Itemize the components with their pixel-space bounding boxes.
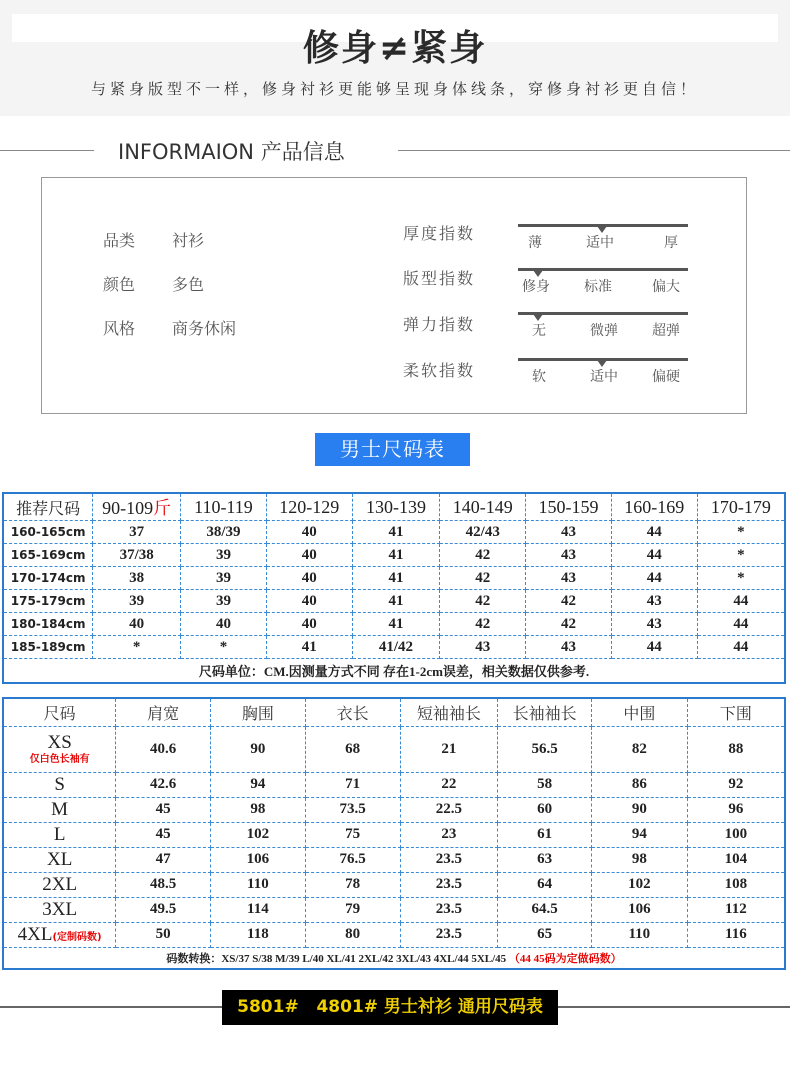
size-label-cell: XL — [3, 847, 116, 872]
size-note: (定制码数) — [52, 931, 102, 943]
attr-key-style: 风格 — [103, 319, 136, 338]
info-section-header — [0, 136, 790, 166]
weight-header: 130-139 — [352, 493, 440, 521]
measure-cell: 65 — [498, 922, 592, 947]
attr-key-category: 品类 — [103, 231, 136, 250]
size-cell: 44 — [611, 567, 697, 590]
size-cell: 43 — [611, 590, 697, 613]
measure-cell: 45 — [116, 797, 211, 822]
table-row — [3, 847, 785, 872]
measure-cell: 63 — [498, 847, 592, 872]
column-header: 衣长 — [305, 698, 400, 726]
size-cell: 37/38 — [93, 544, 181, 567]
measure-cell: 102 — [211, 822, 306, 847]
measure-cell: 112 — [687, 897, 785, 922]
size-cell: 40 — [266, 613, 352, 636]
table-row — [3, 897, 785, 922]
measure-cell: 80 — [305, 922, 400, 947]
attr-value-style: 商务休闲 — [172, 319, 237, 338]
measure-cell: 23 — [400, 822, 498, 847]
measure-cell: 61 — [498, 822, 592, 847]
table-row — [3, 567, 785, 590]
measure-cell: 21 — [400, 726, 498, 772]
size-chart-badge: 男士尺码表 — [315, 433, 470, 466]
measure-cell: 90 — [591, 797, 687, 822]
attr-key-color: 颜色 — [103, 275, 136, 294]
size-cell: 42 — [526, 590, 612, 613]
divider-right — [398, 150, 790, 151]
scale-option: 软 — [532, 369, 546, 385]
size-cell: 40 — [266, 521, 352, 544]
measure-cell: 102 — [591, 872, 687, 897]
index-label-softness: 柔软指数 — [403, 361, 476, 380]
size-cell: 43 — [526, 567, 612, 590]
height-cell: 165-169cm — [3, 544, 93, 567]
table-row — [3, 922, 785, 947]
measure-cell: 64 — [498, 872, 592, 897]
measure-cell: 82 — [591, 726, 687, 772]
height-cell: 185-189cm — [3, 636, 93, 659]
table-header-row — [3, 493, 785, 521]
size-cell: 38 — [93, 567, 181, 590]
weight-header: 170-179 — [697, 493, 785, 521]
measure-cell: 114 — [211, 897, 306, 922]
weight-header: 110-119 — [181, 493, 267, 521]
size-cell: 37 — [93, 521, 181, 544]
measure-cell: 42.6 — [116, 772, 211, 797]
size-unit-note: 尺码单位：CM.因测量方式不同 存在1-2cm误差，相关数据仅供参考. — [3, 659, 785, 683]
attr-value-color: 多色 — [172, 275, 205, 294]
column-header: 长袖袖长 — [498, 698, 592, 726]
measure-cell: 47 — [116, 847, 211, 872]
size-cell: 42 — [440, 613, 526, 636]
size-cell: 41 — [352, 590, 440, 613]
weight-header: 160-169 — [611, 493, 697, 521]
conversion-row — [3, 947, 785, 969]
measure-cell: 56.5 — [498, 726, 592, 772]
measure-cell: 48.5 — [116, 872, 211, 897]
size-cell: 39 — [181, 590, 267, 613]
size-cell: 42 — [440, 590, 526, 613]
measure-cell: 22.5 — [400, 797, 498, 822]
measure-cell: 108 — [687, 872, 785, 897]
measure-cell: 73.5 — [305, 797, 400, 822]
measure-cell: 50 — [116, 922, 211, 947]
measure-cell: 40.6 — [116, 726, 211, 772]
size-cell: * — [93, 636, 181, 659]
table-row — [3, 590, 785, 613]
measure-cell: 76.5 — [305, 847, 400, 872]
table-row — [3, 726, 785, 772]
size-cell: 41 — [266, 636, 352, 659]
measure-cell: 94 — [211, 772, 306, 797]
size-cell: 40 — [93, 613, 181, 636]
size-cell: 40 — [266, 567, 352, 590]
size-cell: 41 — [352, 613, 440, 636]
column-header: 尺码 — [3, 698, 116, 726]
table-row — [3, 872, 785, 897]
measure-cell: 49.5 — [116, 897, 211, 922]
size-cell: 42 — [526, 613, 612, 636]
measure-cell: 23.5 — [400, 847, 498, 872]
measure-cell: 23.5 — [400, 897, 498, 922]
height-cell: 175-179cm — [3, 590, 93, 613]
measure-cell: 106 — [591, 897, 687, 922]
size-label-cell: 3XL — [3, 897, 116, 922]
index-label-fit: 版型指数 — [403, 269, 476, 288]
table-row — [3, 521, 785, 544]
size-cell: 44 — [611, 544, 697, 567]
scale-option: 适中 — [586, 235, 614, 251]
size-cell: 41/42 — [352, 636, 440, 659]
hero-subtitle: 与紧身版型不一样，修身衬衫更能够呈现身体线条，穿修身衬衫更自信！ — [90, 80, 699, 98]
size-cell: * — [697, 567, 785, 590]
height-cell: 180-184cm — [3, 613, 93, 636]
size-cell: * — [697, 521, 785, 544]
measure-cell: 100 — [687, 822, 785, 847]
scale-option: 无 — [532, 323, 546, 339]
size-cell: 39 — [181, 567, 267, 590]
table-row — [3, 822, 785, 847]
table-row — [3, 797, 785, 822]
column-header: 胸围 — [211, 698, 306, 726]
measure-cell: 110 — [591, 922, 687, 947]
measure-cell: 98 — [211, 797, 306, 822]
weight-header: 120-129 — [266, 493, 352, 521]
table-row — [3, 613, 785, 636]
measure-cell: 96 — [687, 797, 785, 822]
size-label-cell: 4XL(定制码数) — [3, 922, 116, 947]
scale-option: 厚 — [664, 235, 678, 251]
hero-banner — [0, 0, 790, 116]
info-section-title: INFORMAION 产品信息 — [118, 140, 345, 164]
height-cell: 160-165cm — [3, 521, 93, 544]
size-cell: 41 — [352, 521, 440, 544]
measure-cell: 68 — [305, 726, 400, 772]
measure-cell: 23.5 — [400, 872, 498, 897]
size-cell: 39 — [181, 544, 267, 567]
size-cell: 43 — [526, 636, 612, 659]
scale-fit — [518, 268, 688, 298]
size-cell: 40 — [266, 590, 352, 613]
recommend-size-table — [2, 492, 786, 684]
size-cell: 38/39 — [181, 521, 267, 544]
column-header: 短袖袖长 — [400, 698, 498, 726]
measure-cell: 60 — [498, 797, 592, 822]
size-cell: 44 — [697, 613, 785, 636]
size-label-cell: L — [3, 822, 116, 847]
index-label-thickness: 厚度指数 — [403, 224, 476, 243]
size-cell: 43 — [526, 521, 612, 544]
measure-cell: 104 — [687, 847, 785, 872]
scale-thickness — [518, 224, 688, 254]
size-cell: 43 — [440, 636, 526, 659]
scale-bar — [518, 268, 688, 271]
scale-option: 修身 — [522, 279, 550, 295]
table-row — [3, 544, 785, 567]
measure-cell: 22 — [400, 772, 498, 797]
size-label-cell: M — [3, 797, 116, 822]
scale-option: 适中 — [590, 369, 618, 385]
measure-cell: 88 — [687, 726, 785, 772]
measure-cell: 118 — [211, 922, 306, 947]
column-header: 中围 — [591, 698, 687, 726]
size-cell: 41 — [352, 567, 440, 590]
measure-cell: 106 — [211, 847, 306, 872]
table-header-row — [3, 698, 785, 726]
measure-cell: 75 — [305, 822, 400, 847]
size-cell: 40 — [181, 613, 267, 636]
attr-value-category: 衬衫 — [172, 231, 205, 250]
size-note: 仅白色长袖有 — [29, 754, 90, 765]
measure-cell: 98 — [591, 847, 687, 872]
corner-header: 推荐尺码 — [3, 493, 93, 521]
size-cell: 40 — [266, 544, 352, 567]
table-row — [3, 636, 785, 659]
size-cell: * — [181, 636, 267, 659]
scale-option: 超弹 — [652, 323, 680, 339]
size-cell: * — [697, 544, 785, 567]
product-info-box — [41, 177, 747, 414]
weight-header: 90-109斤 — [93, 493, 181, 521]
hero-title: 修身≠紧身 — [302, 28, 488, 69]
measure-cell: 64.5 — [498, 897, 592, 922]
measure-cell: 86 — [591, 772, 687, 797]
footer-banner — [0, 990, 790, 1030]
size-label-cell: XS 仅白色长袖有 — [3, 726, 116, 772]
measure-cell: 45 — [116, 822, 211, 847]
scale-softness — [518, 358, 688, 388]
size-cell: 44 — [697, 636, 785, 659]
size-cell: 44 — [611, 636, 697, 659]
measure-cell: 71 — [305, 772, 400, 797]
weight-header: 150-159 — [526, 493, 612, 521]
table-note-row — [3, 659, 785, 683]
measure-cell: 79 — [305, 897, 400, 922]
scale-option: 微弹 — [590, 323, 618, 339]
scale-option: 标准 — [584, 279, 612, 295]
scale-option: 偏大 — [652, 279, 680, 295]
divider-left — [0, 150, 94, 151]
measurement-table — [2, 697, 786, 970]
scale-elasticity — [518, 312, 688, 342]
size-cell: 42 — [440, 567, 526, 590]
size-label-cell: 2XL — [3, 872, 116, 897]
size-cell: 42/43 — [440, 521, 526, 544]
size-conversion-note: 码数转换：XS/37 S/38 M/39 L/40 XL/41 2XL/42 3XL/43 4XL/44 5XL/45 （44 45码为定做码数） — [3, 947, 785, 969]
size-label-cell: S — [3, 772, 116, 797]
measure-cell: 92 — [687, 772, 785, 797]
size-cell: 41 — [352, 544, 440, 567]
table-row — [3, 772, 785, 797]
measure-cell: 58 — [498, 772, 592, 797]
size-cell: 43 — [526, 544, 612, 567]
height-cell: 170-174cm — [3, 567, 93, 590]
measure-cell: 90 — [211, 726, 306, 772]
scale-option: 薄 — [528, 235, 542, 251]
measure-cell: 110 — [211, 872, 306, 897]
index-label-elasticity: 弹力指数 — [403, 315, 476, 334]
measure-cell: 78 — [305, 872, 400, 897]
column-header: 肩宽 — [116, 698, 211, 726]
size-cell: 39 — [93, 590, 181, 613]
measure-cell: 94 — [591, 822, 687, 847]
measure-cell: 116 — [687, 922, 785, 947]
size-cell: 44 — [611, 521, 697, 544]
scale-option: 偏硬 — [652, 369, 680, 385]
footer-label: 5801# 4801# 男士衬衫 通用尺码表 — [222, 990, 558, 1025]
scale-bar — [518, 312, 688, 315]
size-cell: 43 — [611, 613, 697, 636]
weight-header: 140-149 — [440, 493, 526, 521]
size-cell: 44 — [697, 590, 785, 613]
column-header: 下围 — [687, 698, 785, 726]
size-cell: 42 — [440, 544, 526, 567]
measure-cell: 23.5 — [400, 922, 498, 947]
